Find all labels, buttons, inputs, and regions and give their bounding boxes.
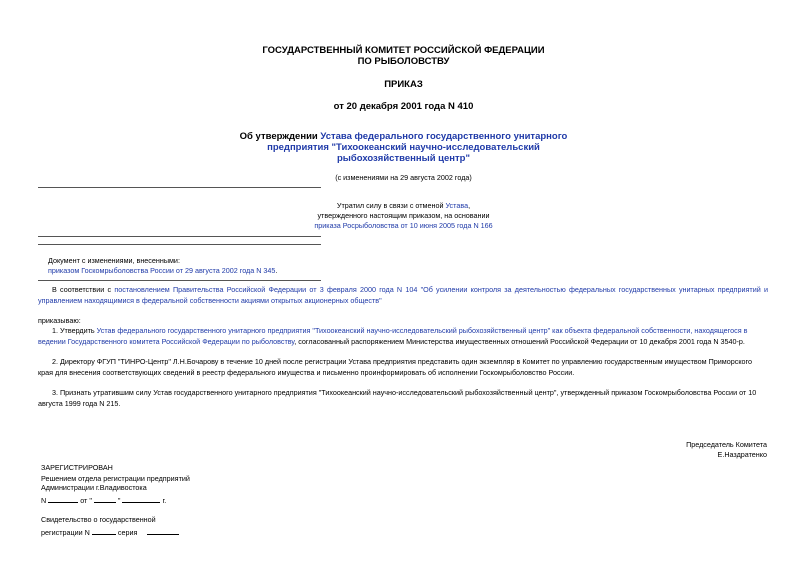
registration-line2: Администрации г.Владивостока — [41, 483, 147, 492]
changes-note-line1: Документ с изменениями, внесенными: — [48, 256, 180, 265]
doc-title-line1 — [0, 131, 807, 142]
void-charter-link[interactable]: Устава — [445, 201, 469, 210]
void-notice-line2: утвержденного настоящим приказом, на основании — [317, 211, 490, 220]
divider — [38, 244, 321, 245]
reg-day-blank — [94, 494, 116, 503]
divider — [38, 236, 321, 237]
reg-number-blank — [48, 494, 78, 503]
charter-link[interactable]: Устава федерального государственного унитарного — [320, 131, 568, 142]
order-item-2: 2. Директору ФГУП "ТИНРО-Центр" Л.Н.Бочарову в течение 10 дней после регистрации Устава предприятия представить один экземпляр в Комитет по управлению государственным имуществом Приморского края для внесения соответствующих сведений в реестр федерального имущества и письменно проинформировать об исполнении Госкомрыболовство России. — [38, 357, 753, 377]
registration-number-line: N от " " г. — [41, 496, 167, 505]
void-notice-line1: Утратил силу в связи с отменой Устава, — [336, 201, 471, 210]
org-name-line1: ГОСУДАРСТВЕННЫЙ КОМИТЕТ РОССИЙСКОЙ ФЕДЕРАЦИИ — [262, 45, 545, 56]
charter-link-line2[interactable]: предприятия "Тихоокеанский научно-исследовательский — [267, 142, 540, 153]
cert-series-blank — [147, 526, 179, 535]
preamble: В соответствии с постановлением Правительства Российской Федерации от 3 февраля 2000 года N 104 "Об усилении контроля за деятельностью федеральных государственных унитарных предприятий и управлением находящимися в федеральной собственности акциями открытых акционерных обществ" — [38, 285, 768, 305]
reg-month-blank — [122, 494, 160, 503]
doc-title-line2 — [0, 142, 807, 153]
orders-word: приказываю: — [38, 316, 81, 325]
amending-order-link[interactable]: приказом Госкомрыболовства России от 29 августа 2002 года N 345 — [48, 266, 276, 275]
divider — [38, 187, 321, 188]
amendments-note: (с изменениями на 29 августа 2002 года) — [335, 173, 472, 182]
doc-type: ПРИКАЗ — [384, 79, 423, 90]
title-prefix: Об утверждении — [239, 131, 318, 142]
signer-position: Председатель Комитета — [686, 440, 767, 449]
registration-title: ЗАРЕГИСТРИРОВАН — [41, 463, 113, 472]
registration-line1: Решением отдела регистрации предприятий — [41, 474, 190, 483]
government-decree-link[interactable]: постановлением Правительства Российской Федерации от 3 февраля 2000 года N 104 "Об усилении контроля за деятельностью федеральных государственных унитарных предприятий и управлением находящимися в федеральной собственности акциями открытых акционерных обществ" — [38, 285, 768, 305]
order-item-3: 3. Признать утратившим силу Устав государственного унитарного предприятия "Тихоокеанский научно-исследовательский рыбохозяйственный центр", утвержденный приказом Госкомрыболовства России от 10 августа 1999 года N 215. — [38, 388, 757, 408]
certificate-line1: Свидетельство о государственной — [41, 515, 156, 524]
doc-date-number: от 20 декабря 2001 года N 410 — [333, 101, 474, 112]
order-item-1: 1. Утвердить Устав федерального государственного унитарного предприятия "Тихоокеанский научно-исследовательский рыбохозяйственный центр" как объекта федеральной собственности, находящегося в ведении Государственного комитета Российской Федерации по рыболовству, согласованный распоряжением Министерства имущественных отношений Российской Федерации от 10 декабря 2001 года N 3540-р. — [38, 326, 748, 346]
cert-number-blank — [92, 526, 116, 535]
divider — [38, 280, 321, 281]
org-name-line2: ПО РЫБОЛОВСТВУ — [357, 56, 450, 67]
signer-name: Е.Наздратенко — [717, 450, 767, 459]
certificate-line2: регистрации N серия — [41, 526, 179, 538]
void-order-link[interactable]: приказа Росрыболовства от 10 июня 2005 года N 166 — [314, 221, 493, 230]
doc-title-line3 — [0, 153, 807, 164]
charter-link-line3[interactable]: рыбохозяйственный центр" — [336, 153, 470, 164]
changes-note-line2: приказом Госкомрыболовства России от 29 августа 2002 года N 345. — [48, 266, 278, 275]
charter-approve-link[interactable]: Устав федерального государственного унитарного предприятия "Тихоокеанский научно-исследовательский рыбохозяйственный центр" как объекта федеральной собственности, находящегося в ведении Государственного комитета Российской Федерации по рыболовству — [38, 326, 748, 346]
